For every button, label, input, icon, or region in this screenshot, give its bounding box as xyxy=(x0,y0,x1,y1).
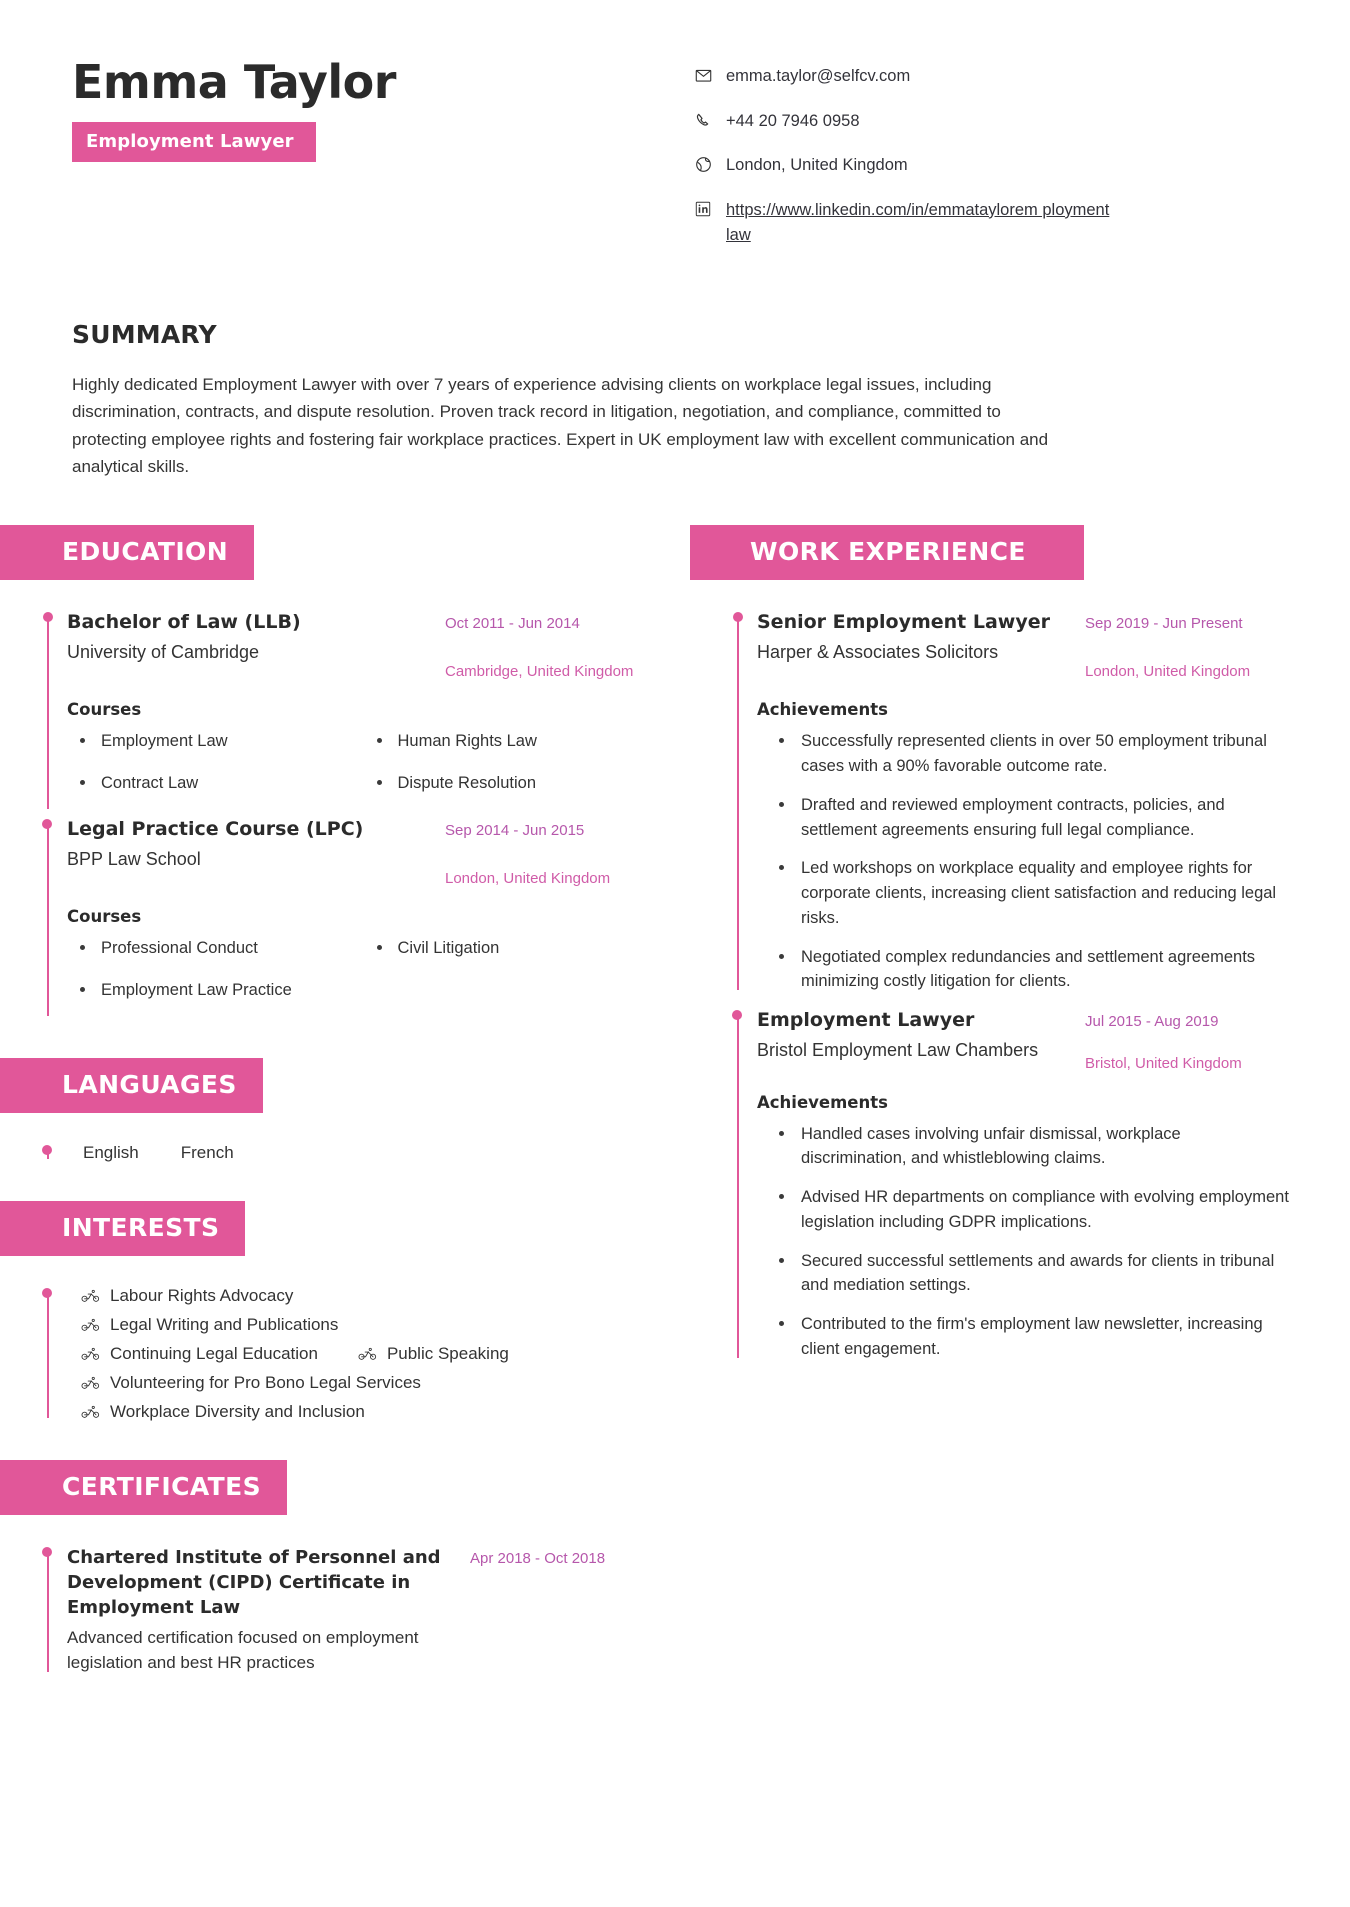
interest-label: Volunteering for Pro Bono Legal Services xyxy=(110,1372,421,1392)
header-identity xyxy=(72,55,492,268)
candidate-name: Emma Taylor xyxy=(72,55,396,109)
work-achievements-list xyxy=(757,729,1290,994)
contact-location-text: London, United Kingdom xyxy=(726,156,908,175)
linkedin-icon xyxy=(692,198,714,217)
course-item: Human Rights Law xyxy=(364,729,661,754)
interest-label: Labour Rights Advocacy xyxy=(110,1285,294,1305)
bicycle-icon xyxy=(81,1289,100,1303)
envelope-icon xyxy=(692,64,714,84)
contact-location xyxy=(692,153,1112,179)
education-school: University of Cambridge xyxy=(67,642,260,663)
education-degree: Legal Practice Course (LPC) xyxy=(67,817,364,840)
contact-email-text: emma.taylor@selfcv.com xyxy=(726,67,911,85)
languages-heading: LANGUAGES xyxy=(0,1058,263,1113)
interests-heading: INTERESTS xyxy=(0,1201,245,1256)
interest-item xyxy=(67,1344,318,1364)
contact-linkedin-text[interactable]: https://www.linkedin.com/in/emmataylorem ploymentlaw xyxy=(726,200,1110,245)
work-achievements-label: Achievements xyxy=(757,700,888,720)
certificates-heading: CERTIFICATES xyxy=(0,1460,287,1515)
certificate-title: Chartered Institute of Personnel and Development (CIPD) Certificate in Employment Law xyxy=(67,1546,441,1619)
work-experience-heading: WORK EXPERIENCE xyxy=(690,525,1084,580)
bicycle-icon xyxy=(81,1405,100,1419)
work-entry-0 xyxy=(737,610,1290,994)
achievement-item: Contributed to the firm's employment law newsletter, increasing client engagement. xyxy=(757,1312,1290,1362)
achievement-item: Led workshops on workplace equality and employee rights for corporate clients, increasing client satisfaction and reducing legal risks. xyxy=(757,856,1290,930)
right-column xyxy=(690,525,1350,1714)
language-item: English xyxy=(83,1142,139,1162)
work-date: Jul 2015 - Aug 2019 xyxy=(1085,1013,1219,1031)
work-location: London, United Kingdom xyxy=(1085,662,1251,680)
work-role: Senior Employment Lawyer xyxy=(757,610,1051,633)
interest-row xyxy=(67,1344,660,1364)
phone-icon xyxy=(692,109,714,129)
interest-label: Continuing Legal Education xyxy=(110,1343,318,1363)
summary-heading: SUMMARY xyxy=(72,319,217,349)
achievement-item: Negotiated complex redundancies and settlement agreements minimizing costly litigation for clients. xyxy=(757,945,1290,995)
education-date: Sep 2014 - Jun 2015 xyxy=(445,821,585,839)
education-degree: Bachelor of Law (LLB) xyxy=(67,610,301,633)
work-entry-1 xyxy=(737,1008,1290,1362)
education-date: Oct 2011 - Jun 2014 xyxy=(445,614,580,632)
certificates-section xyxy=(0,1460,660,1676)
education-entry-1 xyxy=(47,817,660,1020)
interest-row xyxy=(67,1402,660,1422)
achievement-item: Secured successful settlements and awards for clients in tribunal and mediation settings. xyxy=(757,1249,1290,1299)
interests-entry xyxy=(47,1286,660,1422)
interest-item xyxy=(67,1315,338,1335)
certificate-description: Advanced certification focused on employment legislation and best HR practices xyxy=(67,1627,419,1673)
education-courses-list xyxy=(67,936,660,1020)
language-item: French xyxy=(180,1142,234,1162)
left-column xyxy=(0,525,690,1714)
work-location: Bristol, United Kingdom xyxy=(1085,1054,1242,1072)
education-school: BPP Law School xyxy=(67,849,201,870)
achievement-item: Successfully represented clients in over 50 employment tribunal cases with a 90% favorable outcome rate. xyxy=(757,729,1290,779)
education-entry-0 xyxy=(47,610,660,813)
interest-row xyxy=(67,1373,660,1393)
course-item: Employment Law Practice xyxy=(67,978,364,1003)
contact-linkedin[interactable] xyxy=(692,198,1112,249)
work-achievements-list xyxy=(757,1122,1290,1362)
course-item: Professional Conduct xyxy=(67,936,364,961)
interest-row xyxy=(67,1286,660,1306)
languages-list xyxy=(67,1143,660,1163)
work-company: Bristol Employment Law Chambers xyxy=(757,1040,1039,1061)
course-item: Contract Law xyxy=(67,771,364,796)
globe-icon xyxy=(692,153,714,173)
achievement-item: Handled cases involving unfair dismissal, workplace discrimination, and whistleblowing claims. xyxy=(757,1122,1290,1172)
interest-item xyxy=(67,1402,365,1422)
contact-list xyxy=(692,58,1112,268)
achievement-item: Advised HR departments on compliance with evolving employment legislation including GDPR implications. xyxy=(757,1185,1290,1235)
achievement-item: Drafted and reviewed employment contracts, policies, and settlement agreements ensuring full legal compliance. xyxy=(757,793,1290,843)
candidate-job-title: Employment Lawyer xyxy=(72,122,316,162)
summary-text: Highly dedicated Employment Lawyer with over 7 years of experience advising clients on workplace legal issues, including discrimination, contracts, and dispute resolution. Proven track record in litigation, negotiation, and compliance, committed to protecting employee rights and fostering fair workplace practices. Expert in UK employment law with excellent communication and analytical skills. xyxy=(72,374,1049,477)
interest-item xyxy=(67,1373,421,1393)
course-item: Civil Litigation xyxy=(364,936,661,961)
interest-item xyxy=(67,1286,293,1306)
bicycle-icon xyxy=(358,1347,377,1361)
work-experience-section xyxy=(690,525,1290,1362)
bicycle-icon xyxy=(81,1318,100,1332)
bicycle-icon xyxy=(81,1347,100,1361)
certificate-date: Apr 2018 - Oct 2018 xyxy=(470,1549,606,1567)
education-location: Cambridge, United Kingdom xyxy=(445,662,634,680)
languages-section xyxy=(0,1058,660,1163)
contact-email[interactable] xyxy=(692,64,1112,90)
interest-item xyxy=(344,1344,509,1364)
languages-entry xyxy=(47,1143,660,1163)
work-date: Sep 2019 - Jun Present xyxy=(1085,614,1243,632)
education-heading: EDUCATION xyxy=(0,525,254,580)
interests-list xyxy=(67,1286,660,1422)
course-item: Dispute Resolution xyxy=(364,771,661,796)
summary-section xyxy=(0,268,1350,481)
education-courses-label: Courses xyxy=(67,907,142,927)
work-achievements-label: Achievements xyxy=(757,1092,888,1112)
certificate-entry-0 xyxy=(47,1545,660,1676)
education-section xyxy=(0,525,660,1020)
bicycle-icon xyxy=(81,1376,100,1390)
work-role: Employment Lawyer xyxy=(757,1009,975,1032)
contact-phone-text: +44 20 7946 0958 xyxy=(726,111,860,130)
work-company: Harper & Associates Solicitors xyxy=(757,642,999,663)
interest-label: Workplace Diversity and Inclusion xyxy=(110,1401,365,1421)
interest-label: Legal Writing and Publications xyxy=(110,1314,339,1334)
course-item: Employment Law xyxy=(67,729,364,754)
interests-section xyxy=(0,1201,660,1422)
interest-label: Public Speaking xyxy=(386,1343,509,1363)
body-columns xyxy=(0,481,1350,1714)
resume-header xyxy=(0,0,1350,268)
education-courses-label: Courses xyxy=(67,700,142,720)
education-location: London, United Kingdom xyxy=(445,869,611,887)
education-courses-list xyxy=(67,729,660,813)
contact-phone[interactable] xyxy=(692,109,1112,135)
interest-row xyxy=(67,1315,660,1335)
